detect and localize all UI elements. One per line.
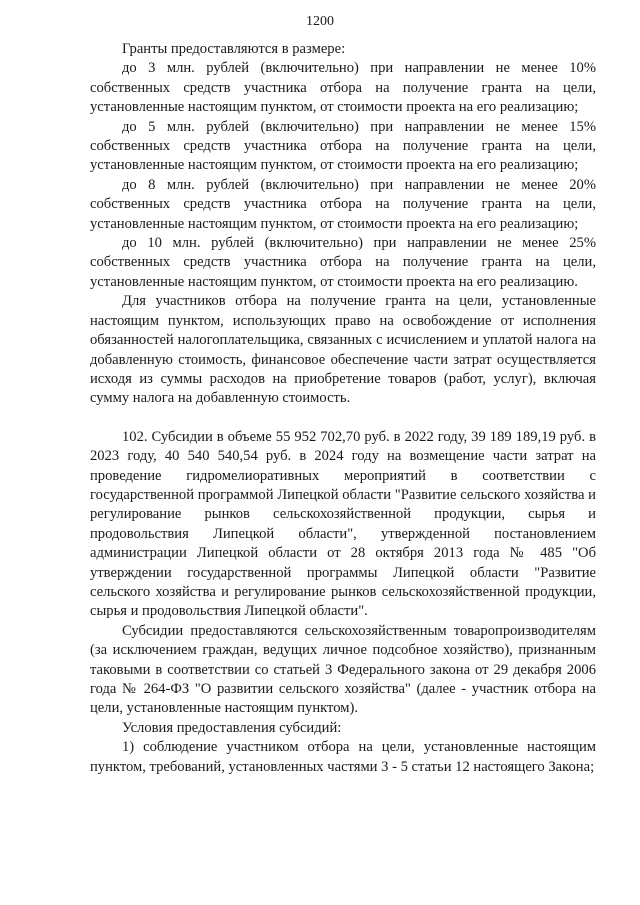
paragraph-grant-3m: до 3 млн. рублей (включительно) при направлении не менее 10% собственных средств участника отбора на получение гранта на цели, установленные настоящим пунктом, от стоимости проекта на его реализацию;: [90, 60, 596, 116]
paragraph-item-102: 102. Субсидии в объеме 55 952 702,70 руб. в 2022 году, 39 189 189,19 руб. в 2023 году, 40 540 540,54 руб. в 2024 году на возмещение части затрат на проведение гидромелиоративных мероприятий в соответствии с государственной программой Липецкой области "Развитие сельского хозяйства и регулирование рынков сельскохозяйственной продукции, сырья и продовольствия Липецкой области", утвержденной постановлением администрации Липецкой области от 28 октября 2013 года № 485 "Об утверждении государственной программы Липецкой области "Развитие сельского хозяйства и регулирование рынков сельскохозяйственной продукции, сырья и продовольствия Липецкой области".: [90, 428, 596, 620]
paragraph-grant-10m: до 10 млн. рублей (включительно) при направлении не менее 25% собственных средств участника отбора на получение гранта на цели, установленные настоящим пунктом, от стоимости проекта на его реализацию.: [90, 235, 596, 290]
paragraph-subsidy-recipients: Субсидии предоставляются сельскохозяйственным товаропроизводителям (за исключением граждан, ведущих личное подсобное хозяйство), признанным таковыми в соответствии со статьей 3 Федерального закона от 29 декабря 2006 года № 264-ФЗ "О развитии сельского хозяйства" (далее - участник отбора на цели, установленные настоящим пунктом).: [90, 622, 596, 717]
paragraph-conditions-heading: Условия предоставления субсидий:: [122, 719, 342, 736]
paragraph-vat-exemption: Для участников отбора на получение гранта на цели, установленные настоящим пунктом, использующих право на освобождение от исполнения обязанностей налогоплательщика, связанных с исчислением и уплатой налога на добавленную стоимость, финансовое обеспечение части затрат осуществляется исходя из суммы расходов на приобретение товаров (работ, услуг), включая сумму налога на добавленную стоимость.: [90, 293, 596, 407]
section-gap: [90, 409, 596, 428]
paragraph-condition-1: 1) соблюдение участником отбора на цели, установленные настоящим пунктом, требований, установленных частями 3 - 5 статьи 12 настоящего Закона;: [90, 739, 596, 775]
paragraph-grant-5m: до 5 млн. рублей (включительно) при направлении не менее 15% собственных средств участника отбора на получение гранта на цели, установленные настоящим пунктом, от стоимости проекта на его реализацию;: [90, 118, 596, 174]
document-body: [90, 40, 596, 777]
paragraph-grant-8m: до 8 млн. рублей (включительно) при направлении не менее 20% собственных средств участника отбора на получение гранта на цели, установленные настоящим пунктом, от стоимости проекта на его реализацию;: [90, 176, 596, 232]
page-number: 1200: [306, 14, 334, 29]
paragraph-grants-intro: Гранты предоставляются в размере:: [122, 41, 346, 57]
